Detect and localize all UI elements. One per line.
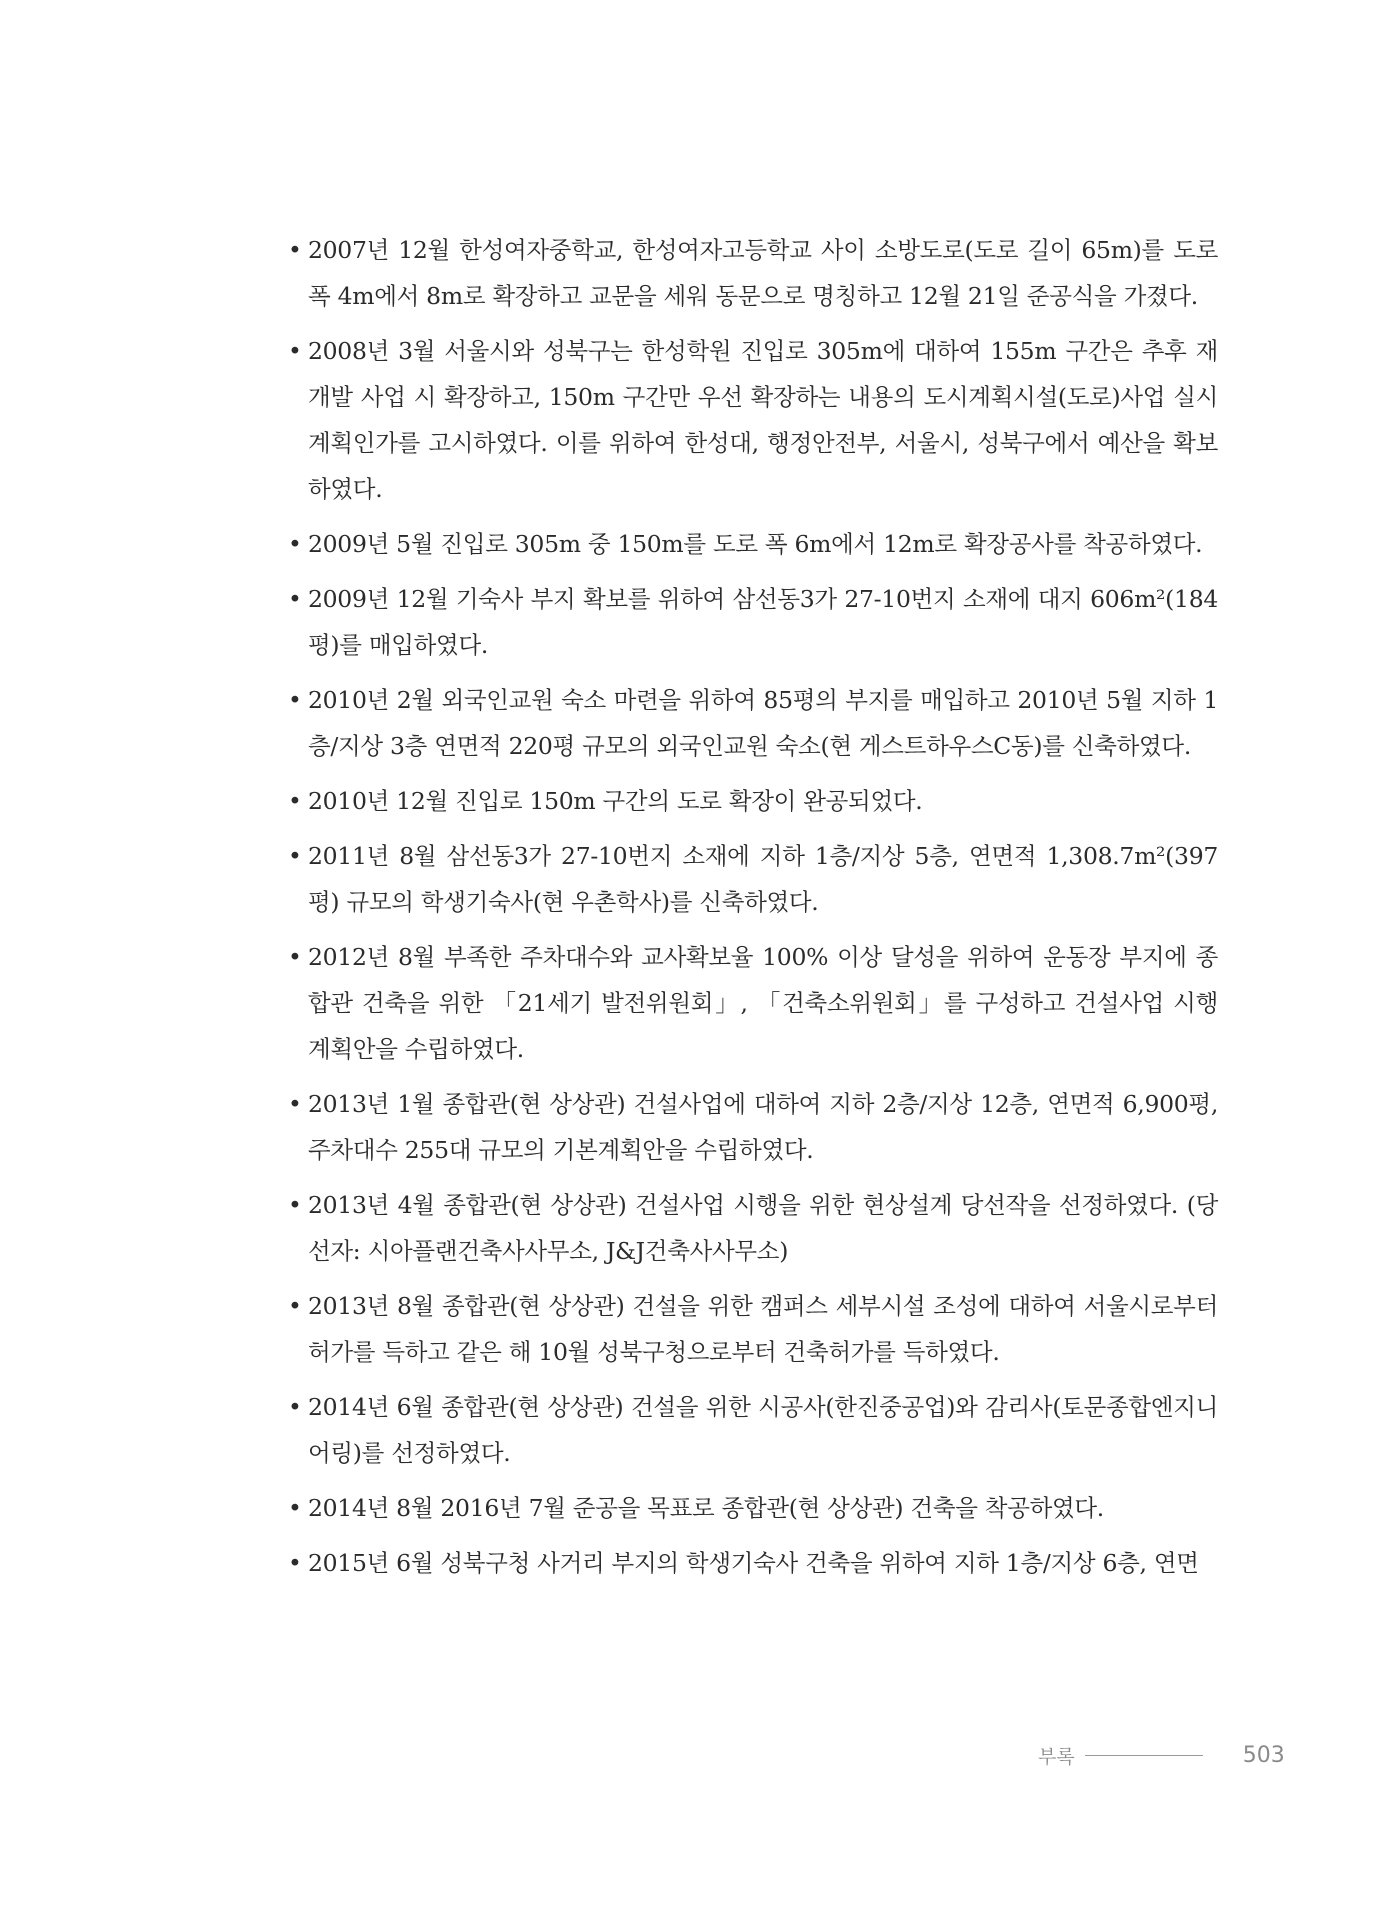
list-item	[288, 1485, 1218, 1531]
list-item	[288, 576, 1218, 668]
footer-section-label: 부록	[1038, 1746, 1075, 1768]
bullet-icon: •	[288, 1191, 302, 1219]
bullet-icon: •	[288, 943, 302, 971]
bullet-icon: •	[288, 236, 302, 264]
page-number: 503	[1242, 1743, 1285, 1768]
list-item	[288, 1283, 1218, 1375]
item-text: 2012년 8월 부족한 주차대수와 교사확보율 100% 이상 달성을 위하여 운동장 부지에 종합관 건축을 위한 「21세기 발전위원회」, 「건축소위원회」를 구성하고 건설사업 시행 계획안을 수립하였다.	[308, 943, 1218, 1063]
bullet-icon: •	[288, 530, 302, 558]
bullet-icon: •	[288, 1292, 302, 1320]
list-item	[288, 934, 1218, 1072]
item-text: 2011년 8월 삼선동3가 27-10번지 소재에 지하 1층/지상 5층, 연면적 1,308.7m²(397평) 규모의 학생기숙사(현 우촌학사)를 신축하였다.	[308, 842, 1218, 916]
item-text: 2010년 12월 진입로 150m 구간의 도로 확장이 완공되었다.	[308, 787, 923, 815]
bullet-icon: •	[288, 1494, 302, 1522]
bullet-icon: •	[288, 686, 302, 714]
bullet-icon: •	[288, 787, 302, 815]
item-text: 2014년 8월 2016년 7월 준공을 목표로 종합관(현 상상관) 건축을 착공하였다.	[308, 1494, 1104, 1522]
item-text: 2007년 12월 한성여자중학교, 한성여자고등학교 사이 소방도로(도로 길이 65m)를 도로 폭 4m에서 8m로 확장하고 교문을 세워 동문으로 명칭하고 12월 21일 준공식을 가졌다.	[308, 236, 1218, 310]
list-item	[288, 1384, 1218, 1476]
bullet-icon: •	[288, 337, 302, 365]
item-text: 2009년 12월 기숙사 부지 확보를 위하여 삼선동3가 27-10번지 소재에 대지 606m²(184평)를 매입하였다.	[308, 585, 1218, 659]
chronology-list	[288, 227, 1218, 1595]
list-item	[288, 521, 1218, 567]
item-text: 2015년 6월 성북구청 사거리 부지의 학생기숙사 건축을 위하여 지하 1층/지상 6층, 연면	[308, 1549, 1199, 1577]
list-item	[288, 1540, 1218, 1586]
list-item	[288, 778, 1218, 824]
bullet-icon: •	[288, 842, 302, 870]
item-text: 2014년 6월 종합관(현 상상관) 건설을 위한 시공사(한진중공업)와 감리사(토문종합엔지니어링)를 선정하였다.	[308, 1393, 1218, 1467]
footer-divider	[1085, 1755, 1203, 1756]
list-item	[288, 1081, 1218, 1173]
bullet-icon: •	[288, 1090, 302, 1118]
page-footer	[1038, 1742, 1285, 1769]
item-text: 2008년 3월 서울시와 성북구는 한성학원 진입로 305m에 대하여 155m 구간은 추후 재개발 사업 시 확장하고, 150m 구간만 우선 확장하는 내용의 도시계획시설(도로)사업 실시계획인가를 고시하였다. 이를 위하여 한성대, 행정안전부, 서울시, 성북구에서 예산을 확보하였다.	[308, 337, 1218, 503]
bullet-icon: •	[288, 1549, 302, 1577]
list-item	[288, 328, 1218, 512]
item-text: 2010년 2월 외국인교원 숙소 마련을 위하여 85평의 부지를 매입하고 2010년 5월 지하 1층/지상 3층 연면적 220평 규모의 외국인교원 숙소(현 게스트하우스C동)를 신축하였다.	[308, 686, 1218, 760]
bullet-icon: •	[288, 585, 302, 613]
list-item	[288, 677, 1218, 769]
bullet-icon: •	[288, 1393, 302, 1421]
item-text: 2009년 5월 진입로 305m 중 150m를 도로 폭 6m에서 12m로 확장공사를 착공하였다.	[308, 530, 1203, 558]
list-item	[288, 227, 1218, 319]
list-item	[288, 833, 1218, 925]
item-text: 2013년 1월 종합관(현 상상관) 건설사업에 대하여 지하 2층/지상 12층, 연면적 6,900평, 주차대수 255대 규모의 기본계획안을 수립하였다.	[308, 1090, 1218, 1164]
item-text: 2013년 4월 종합관(현 상상관) 건설사업 시행을 위한 현상설계 당선작을 선정하였다. (당선자: 시아플랜건축사사무소, J&J건축사사무소)	[308, 1191, 1218, 1265]
item-text: 2013년 8월 종합관(현 상상관) 건설을 위한 캠퍼스 세부시설 조성에 대하여 서울시로부터 허가를 득하고 같은 해 10월 성북구청으로부터 건축허가를 득하였다.	[308, 1292, 1218, 1366]
list-item	[288, 1182, 1218, 1274]
